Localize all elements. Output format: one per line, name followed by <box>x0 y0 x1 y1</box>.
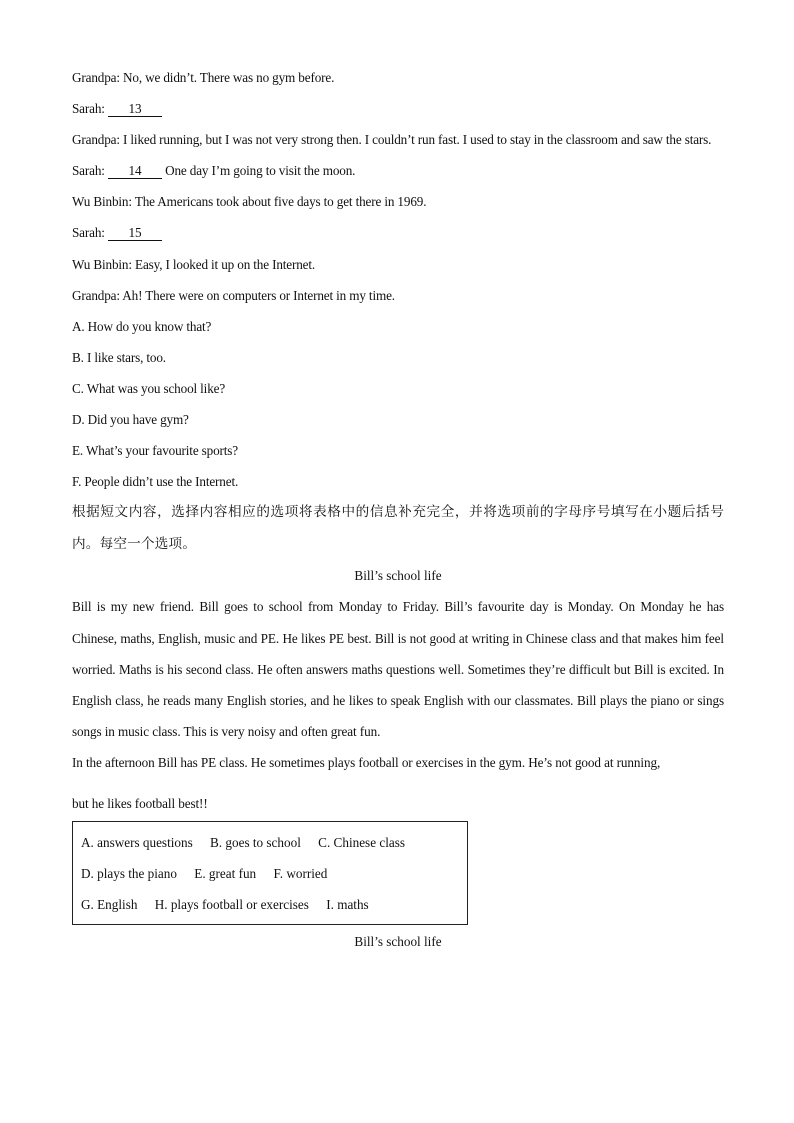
table-title: Bill’s school life <box>354 934 442 950</box>
passage-paragraph-3: but he likes football best!! <box>72 795 208 811</box>
options-row <box>81 889 467 920</box>
speaker: Wu Binbin: <box>72 256 132 272</box>
speaker: Grandpa: <box>72 70 120 85</box>
answer-blank-15[interactable]: 15 <box>108 226 162 241</box>
speaker: Wu Binbin: <box>72 194 132 210</box>
option-item: F. worried <box>273 866 328 882</box>
option-item: B. goes to school <box>210 835 301 851</box>
dialogue-text: No, we didn’t. There was no gym before. <box>123 70 335 85</box>
dialogue-text: The Americans took about five days to get there in 1969. <box>134 194 427 210</box>
passage-title: Bill’s school life <box>354 568 442 584</box>
speaker: Sarah: <box>72 101 105 117</box>
dialogue-text: One day I’m going to visit the moon. <box>165 163 356 179</box>
answer-blank-13[interactable]: 13 <box>108 102 162 117</box>
answer-blank-14[interactable]: 14 <box>108 164 162 179</box>
speaker: Grandpa: <box>72 287 120 303</box>
dialogue-line-7 <box>72 249 724 280</box>
dialogue-text: Ah! There were on computers or Internet in my time. <box>122 287 395 303</box>
options-row <box>81 827 467 858</box>
choice-d: D. Did you have gym? <box>72 412 189 428</box>
choice-c: C. What was you school like? <box>72 380 226 396</box>
dialogue-line-4 <box>72 155 724 186</box>
option-item: A. answers questions <box>81 835 193 851</box>
section-instruction: 根据短文内容，选择内容相应的选项将表格中的信息补充完全，并将选项前的字母序号填写在小题后括号内。每空一个选项。 <box>72 504 724 552</box>
dialogue-text: I liked running, but I was not very strong then. I couldn’t run fast. I used to stay in the classroom and saw the stars. <box>123 132 712 148</box>
option-item: H. plays football or exercises <box>154 897 309 913</box>
passage-paragraph-2: In the afternoon Bill has PE class. He sometimes plays football or exercises in the gym. He’s not good at running, <box>72 754 661 770</box>
speaker: Sarah: <box>72 225 105 241</box>
speaker: Sarah: <box>72 163 105 179</box>
dialogue-line-8 <box>72 280 724 311</box>
dialogue-text: Easy, I looked it up on the Internet. <box>135 256 316 272</box>
dialogue-line-2 <box>72 93 724 124</box>
passage-paragraph-1: Bill is my new friend. Bill goes to school from Monday to Friday. Bill’s favourite day is Monday. On Monday he has Chinese, maths, English, music and PE. He likes PE best. Bill is not good at writing in Chinese class and that makes him feel worried. Maths is his second class. He often answers maths questions well. Sometimes they’re difficult but Bill is excited. In English class, he reads many English stories, and he likes to speak English with our classmates. Bill plays the piano or sings songs in music class. This is very noisy and often great fun. <box>72 599 724 739</box>
option-item: G. English <box>81 897 138 913</box>
document-page <box>72 62 724 957</box>
options-box <box>72 821 468 925</box>
dialogue-line-6 <box>72 217 724 248</box>
option-item: C. Chinese class <box>318 835 405 851</box>
option-item: D. plays the piano <box>81 866 177 882</box>
dialogue-line-3 <box>72 124 724 155</box>
dialogue-line-1 <box>72 62 724 93</box>
option-item: E. great fun <box>194 866 257 882</box>
choice-e: E. What’s your favourite sports? <box>72 443 238 459</box>
option-item: I. maths <box>326 897 369 913</box>
reading-passage <box>72 591 724 819</box>
dialogue-line-5 <box>72 186 724 217</box>
choice-f: F. People didn’t use the Internet. <box>72 474 239 490</box>
options-row <box>81 858 467 889</box>
speaker: Grandpa: <box>72 132 120 148</box>
choice-b: B. I like stars, too. <box>72 349 166 365</box>
choice-a: A. How do you know that? <box>72 318 212 334</box>
